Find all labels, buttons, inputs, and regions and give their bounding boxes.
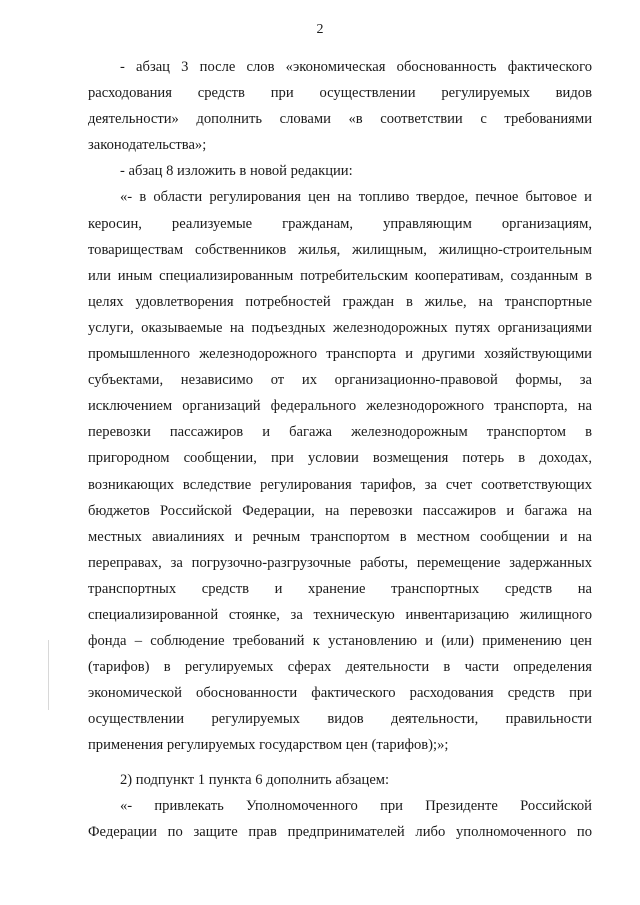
text-line: керосин, реализуемые гражданам, управляющим организациям, [88, 215, 592, 232]
text-line: - абзац 3 после слов «экономическая обоснованность фактического [120, 59, 592, 75]
text-line: осуществлении регулируемых видов деятельности, правильности [88, 711, 592, 728]
text-line: 2) подпункт 1 пункта 6 дополнить абзацем: [120, 771, 390, 788]
paragraph-gap [88, 759, 592, 767]
page-number: 2 [316, 22, 324, 37]
text-line: промышленного железнодорожного транспорта и другими хозяйствующими [88, 346, 592, 363]
text-line: (тарифов) в регулируемых сферах деятельности в части определения [88, 659, 592, 676]
text-line: местных авиалиниях и речным транспортом в местном сообщении и на [88, 528, 592, 545]
text-line: возникающих вследствие регулирования тарифов, за счет соответствующих [88, 476, 592, 493]
text-line: фонда – соблюдение требований к установлению и (или) применению цен [88, 633, 592, 650]
text-line: расходования средств при осуществлении регулируемых видов [88, 85, 592, 102]
text-line: услуги, оказываемые на подъездных железнодорожных путях организациями [88, 319, 592, 336]
text-line: - абзац 8 изложить в новой редакции: [120, 163, 353, 180]
text-line: Федерации по защите прав предпринимателей либо уполномоченного по [88, 823, 592, 840]
text-line: «- привлекать Уполномоченного при Президенте Российской [120, 797, 592, 814]
text-line: транспортных средств и хранение транспортных средств на [88, 580, 592, 597]
text-line: переправах, за погрузочно-разгрузочные работы, перемещение задержанных [88, 554, 592, 571]
margin-scan-mark [48, 640, 49, 710]
text-line: субъектами, независимо от их организационно-правовой формы, за [88, 372, 592, 389]
text-line: исключением организаций федерального железнодорожного транспорта, на [88, 398, 592, 415]
text-line: законодательства»; [88, 137, 207, 154]
text-line: специализированной стоянке, за техническую инвентаризацию жилищного [88, 606, 592, 623]
text-line: экономической обоснованности фактического расходования средств при [88, 685, 592, 702]
text-line: пригородном сообщении, при условии возмещения потерь в доходах, [88, 450, 592, 467]
text-line: применения регулируемых государством цен (тарифов);»; [88, 737, 449, 754]
text-line: или иным специализированным потребительским кооперативам, созданным в [88, 267, 592, 284]
text-line: целях удовлетворения потребностей граждан в жилье, на транспортные [88, 293, 592, 310]
text-line: «- в области регулирования цен на топливо твердое, печное бытовое и [120, 189, 592, 206]
text-line: деятельности» дополнить словами «в соответствии с требованиями [88, 111, 592, 128]
text-line: товариществам собственников жилья, жилищным, жилищно-строительным [88, 241, 592, 258]
document-body [88, 54, 592, 845]
text-line: перевозки пассажиров и багажа железнодорожным транспортом в [88, 424, 592, 441]
text-line: бюджетов Российской Федерации, на перевозки пассажиров и багажа на [88, 502, 592, 519]
